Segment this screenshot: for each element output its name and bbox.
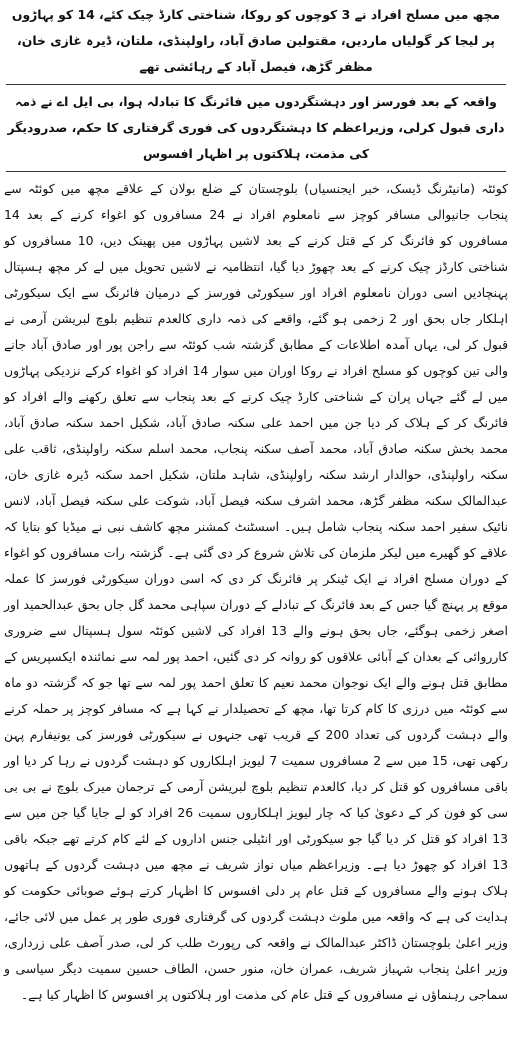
main-headline: مچھ میں مسلح افراد نے 3 کوچوں کو روکا، شناختی کارڈ چیک کئے، 14 کو پہاڑوں پر لیجا کر گولیاں ماردیں، مقتولین صادق آباد، راولپنڈی، ملتان، ڈیرہ غازی خان، مظفر گڑھ، فیصل آباد کے رہائشی تھے xyxy=(11,7,501,74)
article-body: کوئٹہ (مانیٹرنگ ڈیسک، خبر ایجنسیاں) بلوچستان کے ضلع بولان کے علاقے مچھ میں کوئٹہ سے پنجاب جانیوالی مسافر کوچز سے نامعلوم افراد نے 24 مسافروں کو اغواء کرنے کے بعد 14 مسافروں کو فائرنگ کر کے قتل کرنے کے بعد لاشیں پہاڑوں میں پھینک دیں، 10 مسافروں کو شناختی کارڈز چیک کرنے کے بعد چھوڑ دیا گیا، انتظامیہ نے لاشیں تحویل میں لے کر مچھ ہسپتال پہنچادیں اسی دوران نامعلوم افراد اور سیکورٹی فورسز کے درمیان فائرنگ سے ایک سیکورٹی اہلکار جاں بحق اور 2 زخمی ہو گئے، واقعے کی ذمہ داری کالعدم تنظیم بلوچ لبریشن آرمی نے قبول کر لی، یہاں آمدہ اطلاعات کے مطابق گزشتہ شب کوئٹہ سے راجن پور اور صادق آباد جانے والی تین کوچوں کو مسلح افراد نے روکا اوران میں سوار 14 افراد کو اغواء کرکے نزدیکی پہاڑوں میں لے گئے جہاں پران کے شناختی کارڈ چیک کرنے کے بعد پنجاب سے تعلق رکھنے والے افراد کو فائرنگ کر کے ہلاک کر دیا جن میں احمد علی سکنہ صادق آباد، شکیل احمد سکنہ صادق آباد، محمد بخش سکنہ صادق آباد، محمد آصف سکنہ پنجاب، محمد اسلم سکنہ راولپنڈی، ثاقب علی سکنہ راولپنڈی، حوالدار ارشد سکنہ راولپنڈی، شاہد ملتان، شکیل احمد سکنہ ڈیرہ غازی خان، عبدالمالک سکنہ مظفر گڑھ، محمد اشرف سکنہ فیصل آباد، شوکت علی سکنہ فیصل آباد، لانس نائیک سفیر احمد سکنہ پنجاب شامل ہیں۔ اسسٹنٹ کمشنر مچھ کاشف نبی نے میڈیا کو بتایا کہ علاقے کو گھیرے میں لیکر ملزمان کی تلاش شروع کر دی گئی ہے۔ گزشتہ رات مسافروں کو اغواء کے دوران مسلح افراد نے ایک ٹینکر پر فائرنگ کر دی کہ اسی دوران سیکورٹی فورسز کا عملہ موقع پر پہنچ گیا جس کے بعد فائرنگ کے تبادلے کے دوران سپاہی محمد گل جاں بحق عبدالحمید اور اصغر زخمی ہوگئے، جاں بحق ہونے والے 13 افراد کی لاشیں کوئٹہ سول ہسپتال سے ضروری کارروائی کے بعدان کے آبائی علاقوں کو روانہ کر دی گئیں، احمد پور لمہ سے نمائندہ ایکسپریس کے مطابق قتل ہونے والے ایک نوجوان محمد نعیم کا تعلق احمد پور لمہ سے تھا جو کہ گزشتہ دو ماہ سے کوئٹہ میں درزی کا کام کرتا تھا، مچھ کے تحصیلدار نے کہا ہے کہ مسافر کوچز پر حملہ کرنے والے دہشت گردوں کی تعداد 200 کے قریب تھی جنہوں نے سیکورٹی فورسز کی یونیفارم پہن رکھی تھی، 15 میں سے 2 مسافروں سمیت 7 لیویز اہلکاروں کو دہشت گردوں نے رہا کر دیا اور باقی مسافروں کو قتل کر دیا، کالعدم تنظیم بلوچ لبریشن آرمی کے ترجمان میرک بلوچ نے بی بی سی کو فون کر کے دعویٰ کیا کہ چار لیویز اہلکاروں سمیت 26 افراد کو لے جایا گیا جن میں سے 13 افراد کو قتل کر دیا گیا جو سیکورٹی اور انٹیلی جنس اداروں کے لئے کام کرتے تھے جبکہ باقی 13 افراد کو چھوڑ دیا ہے۔ وزیراعظم میاں نواز شریف نے مچھ میں دہشت گردوں کے ہاتھوں ہلاک ہونے والے مسافروں کے قتل عام پر دلی افسوس کا اظہار کرتے ہوئے صوبائی حکومت کو ہدایت کی ہے کہ واقعہ میں ملوث دہشت گردوں کی گرفتاری فوری طور پر عمل میں لائی جائے، وزیر اعلیٰ بلوچستان ڈاکٹر عبدالمالک نے واقعہ کی رپورٹ طلب کر لی، صدر آصف علی زرداری، وزیر اعلیٰ پنجاب شہباز شریف، عمران خان، منور حسن، الطاف حسین سمیت دیگر سیاسی و سماجی رہنماؤں نے مسافروں کے قتل عام کی مذمت اور ہلاکتوں پر افسوس کا اظہار کیا ہے۔ xyxy=(4,181,509,1002)
sub-headline: واقعہ کے بعد فورسز اور دہشتگردوں میں فائرنگ کا تبادلہ ہوا، بی ایل اے نے ذمہ داری قبول کرلی، وزیراعظم کا دہشتگردوں کی فوری گرفتاری کا حکم، صدرودیگر کی مذمت، ہلاکتوں پر اظہار افسوس xyxy=(7,94,505,161)
headline-divider xyxy=(6,84,506,85)
subheadline-divider xyxy=(6,171,506,172)
